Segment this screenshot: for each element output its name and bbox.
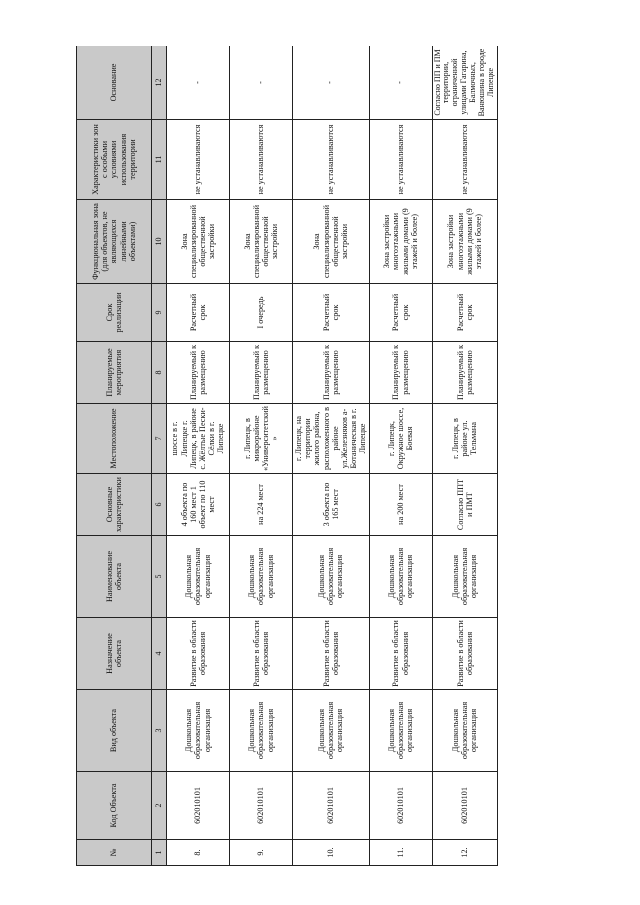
cell-location: г. Липецк, на территории жилого района, расположенного в районе ул.Железняков а-Ботаническая в г. Липецке: [293, 404, 370, 474]
cell-type: Дошкольная образовательная организация: [167, 690, 230, 772]
cell-reason: -: [293, 46, 370, 120]
cell-type: Дошкольная образовательная организация: [369, 690, 432, 772]
cell-characteristics: 3 объекта по 165 мест: [293, 474, 370, 536]
table-row: [293, 46, 370, 866]
cell-code: 602010101: [293, 772, 370, 840]
column-number: 1: [152, 840, 167, 866]
column-number: 8: [152, 342, 167, 404]
cell-type: Дошкольная образовательная организация: [293, 690, 370, 772]
table-row: [369, 46, 432, 866]
cell-zone: Зона застройки многоэтажными жилыми домами (9 этажей и более): [369, 200, 432, 284]
cell-zone: Зона застройки многоэтажными жилыми домами (9 этажей и более): [432, 200, 498, 284]
cell-zone: Зона специализированной общественной застройки: [167, 200, 230, 284]
table-row: [432, 46, 498, 866]
cell-purpose: Развитие в области образования: [432, 618, 498, 690]
column-number: 7: [152, 404, 167, 474]
header-object-code: Код Объекта: [77, 772, 152, 840]
cell-name: Дошкольная образовательная организация: [230, 536, 293, 618]
cell-characteristics: на 224 мест: [230, 474, 293, 536]
cell-name: Дошкольная образовательная организация: [369, 536, 432, 618]
table-row: [230, 46, 293, 866]
cell-number: 10.: [293, 840, 370, 866]
column-number: 12: [152, 46, 167, 120]
cell-term: Расчетный срок: [369, 284, 432, 342]
cell-measures: Планируемый к размещению: [167, 342, 230, 404]
column-number: 3: [152, 690, 167, 772]
cell-term: Расчетный срок: [293, 284, 370, 342]
header-reason: Основание: [77, 46, 152, 120]
column-number: 11: [152, 120, 167, 200]
cell-reason: -: [369, 46, 432, 120]
header-object-name: Наименование объекта: [77, 536, 152, 618]
column-number-row: [152, 46, 167, 866]
header-number: №: [77, 840, 152, 866]
cell-code: 602010101: [369, 772, 432, 840]
header-object-purpose: Назначение объекта: [77, 618, 152, 690]
cell-purpose: Развитие в области образования: [230, 618, 293, 690]
header-location: Местоположение: [77, 404, 152, 474]
cell-measures: Планируемый к размещению: [230, 342, 293, 404]
cell-number: 11.: [369, 840, 432, 866]
column-number: 6: [152, 474, 167, 536]
cell-restrictions: не устанавливаются: [230, 120, 293, 200]
cell-type: Дошкольная образовательная организация: [432, 690, 498, 772]
cell-characteristics: на 200 мест: [369, 474, 432, 536]
cell-restrictions: не устанавливаются: [293, 120, 370, 200]
cell-characteristics: Согласно ППТ и ПМТ: [432, 474, 498, 536]
cell-characteristics: 4 объекта по 160 мест 1 объект по 110 мест: [167, 474, 230, 536]
planned-objects-table: [76, 46, 498, 866]
cell-term: Расчетный срок: [167, 284, 230, 342]
header-zone-restrictions: Характеристики зон с особыми условиями использования территории: [77, 120, 152, 200]
header-term: Срок реализации: [77, 284, 152, 342]
cell-name: Дошкольная образовательная организация: [432, 536, 498, 618]
cell-zone: Зона специализированной общественной застройки: [293, 200, 370, 284]
column-number: 2: [152, 772, 167, 840]
cell-number: 8.: [167, 840, 230, 866]
cell-location: г. Липецк, Окружное шоссе, Боевая: [369, 404, 432, 474]
cell-reason: Согласно ПП и ПМ территории, ограниченной улицами Гагарина, Балмочных, Ванюшина в городе Липецке: [432, 46, 498, 120]
cell-reason: -: [230, 46, 293, 120]
header-object-type: Вид объекта: [77, 690, 152, 772]
table-frame: [76, 46, 520, 866]
table-row: [167, 46, 230, 866]
header-functional-zone: Функциональная зона (для объектов, не являющихся линейными объектами): [77, 200, 152, 284]
cell-code: 602010101: [230, 772, 293, 840]
cell-measures: Планируемый к размещению: [293, 342, 370, 404]
cell-restrictions: не устанавливаются: [432, 120, 498, 200]
column-number: 10: [152, 200, 167, 284]
cell-purpose: Развитие в области образования: [167, 618, 230, 690]
cell-code: 602010101: [432, 772, 498, 840]
header-measures: Планируемые мероприятия: [77, 342, 152, 404]
cell-term: I очередь: [230, 284, 293, 342]
cell-reason: -: [167, 46, 230, 120]
cell-restrictions: не устанавливаются: [167, 120, 230, 200]
table-header-row: [77, 46, 152, 866]
cell-code: 602010101: [167, 772, 230, 840]
cell-measures: Планируемый к размещению: [432, 342, 498, 404]
cell-number: 12.: [432, 840, 498, 866]
cell-location: г. Липецк, в микрорайоне «Университетский»: [230, 404, 293, 474]
cell-measures: Планируемый к размещению: [369, 342, 432, 404]
cell-type: Дошкольная образовательная организация: [230, 690, 293, 772]
cell-location: г. Липецк, в районе ул. Тельмана: [432, 404, 498, 474]
cell-number: 9.: [230, 840, 293, 866]
cell-term: Расчетный срок: [432, 284, 498, 342]
column-number: 5: [152, 536, 167, 618]
cell-location: шоссе в г. Липецке г. Липецк, в районе с. Жёлтые Пески- Сёлки в г. Липецке: [167, 404, 230, 474]
cell-name: Дошкольная образовательная организация: [167, 536, 230, 618]
cell-restrictions: не устанавливаются: [369, 120, 432, 200]
cell-zone: Зона специализированной общественной застройки: [230, 200, 293, 284]
header-characteristics: Основные характеристики: [77, 474, 152, 536]
cell-purpose: Развитие в области образования: [293, 618, 370, 690]
rotated-table-container: [76, 46, 520, 866]
cell-name: Дошкольная образовательная организация: [293, 536, 370, 618]
column-number: 4: [152, 618, 167, 690]
cell-purpose: Развитие в области образования: [369, 618, 432, 690]
column-number: 9: [152, 284, 167, 342]
